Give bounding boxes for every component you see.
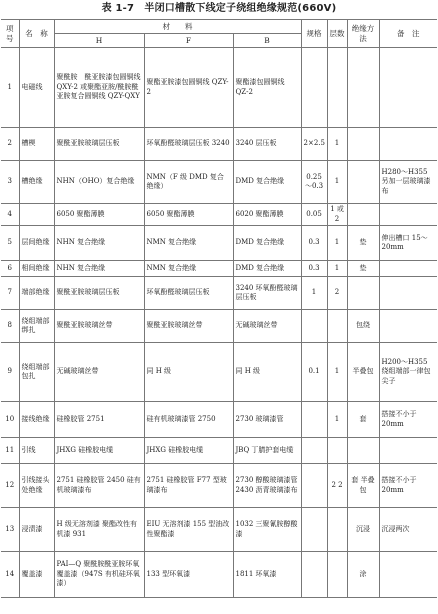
cell-no: 13 (1, 508, 19, 552)
header-name: 名 称 (19, 20, 54, 48)
cell-f: NMN 复合绝缘 (144, 261, 233, 277)
table-row (1, 438, 437, 464)
cell-name: 覆盖漆 (19, 552, 54, 598)
cell-f: NMN（F 级 DMD 复合绝缘） (144, 161, 233, 204)
cell-f: 环氧酚醛玻璃层压板 (144, 277, 233, 310)
cell-layers: 1 或 2 (327, 204, 347, 226)
cell-b: 3240 层压板 (233, 128, 301, 161)
table-row (1, 343, 437, 402)
table-row (1, 402, 437, 438)
cell-h: 聚酰亚胺玻璃层压板 (54, 128, 144, 161)
cell-name: 层间绝缘 (19, 226, 54, 261)
cell-h: 聚酰亚胺玻璃层压板 (54, 277, 144, 310)
table-row (1, 48, 437, 128)
cell-b: 1032 三聚氰胺醇酸漆 (233, 508, 301, 552)
cell-remark: 搭接不小于 20mm (379, 402, 437, 438)
cell-b: DMD 复合绝缘 (233, 161, 301, 204)
cell-b: 1811 环氧漆 (233, 552, 301, 598)
cell-no: 2 (1, 128, 19, 161)
cell-h: 聚酰亚胺玻璃丝带 (54, 310, 144, 343)
cell-h: 聚酰胺 酰亚胺漆包圆铜线 QXY-2 或聚酯亚胺/酰胺酰亚胺复合圆铜线 QZY-QXY (54, 48, 144, 128)
cell-no: 1 (1, 48, 19, 128)
cell-spec: 2×2.5 (301, 128, 327, 161)
cell-remark (379, 438, 437, 464)
cell-method: 垫 (347, 261, 379, 277)
cell-no: 11 (1, 438, 19, 464)
cell-no: 14 (1, 552, 19, 598)
header-grade-f: F (144, 34, 233, 48)
table-row (1, 128, 437, 161)
table-row (1, 552, 437, 598)
cell-name: 电磁线 (19, 48, 54, 128)
cell-h: NHN 复合绝缘 (54, 261, 144, 277)
cell-no: 12 (1, 464, 19, 508)
cell-spec (301, 310, 327, 343)
cell-spec (301, 552, 327, 598)
table-row (1, 261, 437, 277)
cell-f: JHXG 硅橡胶电缆 (144, 438, 233, 464)
table-title: 表 1-7 半闭口槽散下线定子绕组绝缘规范(660V) (101, 3, 337, 14)
cell-f: 硅有机玻璃漆管 2750 (144, 402, 233, 438)
cell-method: 涂 (347, 552, 379, 598)
cell-no: 4 (1, 204, 19, 226)
table-row (1, 508, 437, 552)
cell-f: EIU 无溶剂漆 155 型油改性聚酯漆 (144, 508, 233, 552)
cell-remark (379, 48, 437, 128)
cell-method (347, 438, 379, 464)
cell-spec: 0.3 (301, 261, 327, 277)
cell-name: 绕组端部包扎 (19, 343, 54, 402)
cell-no: 9 (1, 343, 19, 402)
cell-f: 6050 聚酯薄膜 (144, 204, 233, 226)
cell-layers (327, 438, 347, 464)
table-row (1, 464, 437, 508)
cell-f: 聚酰亚胺玻璃丝带 (144, 310, 233, 343)
cell-remark: 搭接不小于 20mm (379, 464, 437, 508)
table-row (1, 277, 437, 310)
cell-no: 3 (1, 161, 19, 204)
cell-name: 引线接头处绝缘 (19, 464, 54, 508)
header-layers: 层数 (327, 20, 347, 48)
cell-layers (327, 48, 347, 128)
cell-method: 套 (347, 402, 379, 438)
table-row (1, 204, 437, 226)
cell-layers: 1 (327, 402, 347, 438)
cell-b: 2730 玻璃漆管 (233, 402, 301, 438)
cell-spec: 0.05 (301, 204, 327, 226)
cell-f: 同 H 级 (144, 343, 233, 402)
cell-h: 6050 聚酯薄膜 (54, 204, 144, 226)
cell-spec (301, 48, 327, 128)
cell-h: PAI—Q 聚酰胺酰亚胺环氧覆盖漆（947S 有机硅环氧漆） (54, 552, 144, 598)
cell-layers (327, 310, 347, 343)
cell-h: H 级无溶剂漆 聚酯改性有机漆 931 (54, 508, 144, 552)
insulation-spec-table (1, 19, 437, 598)
cell-name: 引线 (19, 438, 54, 464)
cell-remark (379, 552, 437, 598)
cell-layers: 1 (327, 226, 347, 261)
cell-layers: 2 (327, 277, 347, 310)
cell-no: 10 (1, 402, 19, 438)
cell-remark: 伸出槽口 15～20mm (379, 226, 437, 261)
cell-method: 沉浸 (347, 508, 379, 552)
cell-layers: 1 (327, 128, 347, 161)
cell-layers (327, 508, 347, 552)
table-row (1, 310, 437, 343)
cell-h: NHN 复合绝缘 (54, 226, 144, 261)
cell-name (19, 204, 54, 226)
header-remark: 备 注 (379, 20, 437, 48)
cell-h: 无碱玻璃丝带 (54, 343, 144, 402)
cell-remark (379, 310, 437, 343)
cell-no: 8 (1, 310, 19, 343)
cell-remark: H200～H355 绕组端部一律包尖子 (379, 343, 437, 402)
cell-spec (301, 464, 327, 508)
cell-b: 无碱玻璃丝带 (233, 310, 301, 343)
cell-method (347, 277, 379, 310)
header-method: 绝缘方法 (347, 20, 379, 48)
cell-no: 6 (1, 261, 19, 277)
cell-method (347, 204, 379, 226)
cell-method: 垫 (347, 226, 379, 261)
cell-remark (379, 277, 437, 310)
cell-name: 槽绝缘 (19, 161, 54, 204)
cell-remark (379, 128, 437, 161)
table-row (1, 226, 437, 261)
cell-remark: 沉浸两次 (379, 508, 437, 552)
cell-name: 接线绝缘 (19, 402, 54, 438)
cell-f: 133 型环氧漆 (144, 552, 233, 598)
cell-f: 环氧酚醛玻璃层压板 3240 (144, 128, 233, 161)
cell-h: 硅橡胶管 2751 (54, 402, 144, 438)
cell-method (347, 161, 379, 204)
cell-b: 聚酯漆包圆铜线 QZ-2 (233, 48, 301, 128)
cell-spec: 0.1 (301, 343, 327, 402)
cell-f: 聚酯亚胺漆包圆铜线 QZY-2 (144, 48, 233, 128)
cell-spec (301, 402, 327, 438)
cell-method (347, 128, 379, 161)
cell-b: 6020 聚酯薄膜 (233, 204, 301, 226)
cell-b: DMD 复合绝缘 (233, 226, 301, 261)
cell-remark (379, 261, 437, 277)
cell-b: 3240 环氧酚醛玻璃层压板 (233, 277, 301, 310)
cell-b: DMD 复合绝缘 (233, 261, 301, 277)
header-no: 项号 (1, 20, 19, 48)
cell-method (347, 48, 379, 128)
cell-h: JHXG 硅橡胶电缆 (54, 438, 144, 464)
cell-no: 5 (1, 226, 19, 261)
cell-layers: 1 (327, 161, 347, 204)
cell-name: 相间绝缘 (19, 261, 54, 277)
cell-b: 同 H 级 (233, 343, 301, 402)
cell-method: 套 半叠包 (347, 464, 379, 508)
cell-remark (379, 204, 437, 226)
cell-layers: 2 2 (327, 464, 347, 508)
cell-name: 端部绝缘 (19, 277, 54, 310)
header-spec: 规格 (301, 20, 327, 48)
cell-f: NMN 复合绝缘 (144, 226, 233, 261)
cell-f: 2751 硅橡胶管 F77 型玻璃漆布 (144, 464, 233, 508)
cell-b: JBQ 丁腈护套电缆 (233, 438, 301, 464)
cell-spec: 1 (301, 277, 327, 310)
cell-layers: 1 (327, 343, 347, 402)
cell-h: NHN（OHO）复合绝缘 (54, 161, 144, 204)
cell-name: 浸渍漆 (19, 508, 54, 552)
header-material: 材 料 (54, 20, 301, 34)
cell-remark: H280～H355 另加一层玻璃漆布 (379, 161, 437, 204)
table-row (1, 161, 437, 204)
cell-name: 槽楔 (19, 128, 54, 161)
header-grade-h: H (54, 34, 144, 48)
cell-method: 半叠包 (347, 343, 379, 402)
cell-layers: 1 (327, 261, 347, 277)
cell-spec (301, 438, 327, 464)
cell-method: 包绕 (347, 310, 379, 343)
cell-name: 绕组端部绑扎 (19, 310, 54, 343)
cell-no: 7 (1, 277, 19, 310)
cell-layers (327, 552, 347, 598)
cell-b: 2730 醇酸玻璃漆管 2430 沥青玻璃漆布 (233, 464, 301, 508)
cell-spec: 0.25～0.3 (301, 161, 327, 204)
cell-h: 2751 硅橡胶管 2450 硅有机玻璃漆布 (54, 464, 144, 508)
cell-spec: 0.3 (301, 226, 327, 261)
header-grade-b: B (233, 34, 301, 48)
cell-spec (301, 508, 327, 552)
